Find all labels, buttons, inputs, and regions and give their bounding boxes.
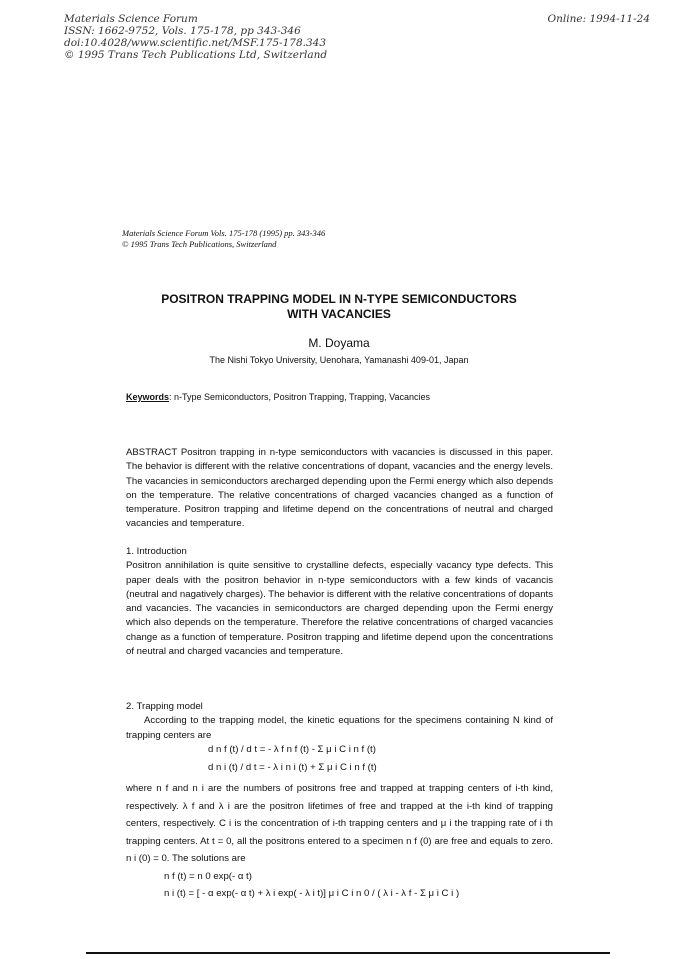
trapping-paragraph-2-block <box>126 780 553 868</box>
trapping-model-section <box>126 700 553 743</box>
title-line-2: WITH VACANCIES <box>287 307 391 321</box>
author-affiliation: The Nishi Tokyo University, Uenohara, Yamanashi 409-01, Japan <box>209 355 469 365</box>
equation-2: d n i (t) / d t = - λ i n i (t) + Σ μ i C i n f (t) <box>208 762 377 773</box>
introduction-section <box>126 545 553 659</box>
intro-text: Positron annihilation is quite sensitive to crystalline defects, especially vacancy type defects. This paper deals with the positron behavior in n-type semiconductors with a few kinds of vacancis (neutral and nagatively charges). The behavior is different with the relative concentrations of dopants and vacancies. The vacancies in semiconductors are charged depending upon the Fermi energy which also depends on the temperature. Therefore the relative concentrations of charged vacancies change as a function of temperature. Positron trapping and lifetime depend upon the concentrations of neutral and charged vacancies and temperature. <box>126 560 553 658</box>
source-line-2: © 1995 Trans Tech Publications, Switzerland <box>122 239 277 249</box>
abstract-text: ABSTRACT Positron trapping in n-type semiconductors with vacancies is discussed in this paper. The behavior is different with the relative concentrations of dopant, vacancies and the energy levels. The vacancies in semiconductors arecharged depending upon the Fermi energy which also depends on the temperature. The relative concentrations of charged vacancies changed as a function of temperature. Positron trapping and lifetime depend on the concentrations of neutral and charged vacancies and temperature. <box>126 447 553 530</box>
paper-title <box>0 292 678 322</box>
title-line-1: POSITRON TRAPPING MODEL IN N-TYPE SEMICONDUCTORS <box>161 292 517 306</box>
source-line-1: Materials Science Forum Vols. 175-178 (1995) pp. 343-346 <box>122 228 326 238</box>
equation-4: n i (t) = [ - α exp(- α t) + λ i exp( - λ i t)] μ i C i n 0 / ( λ i - λ f - Σ μ i C i ) <box>164 888 460 899</box>
abstract-section <box>126 446 553 532</box>
header-issn: ISSN: 1662-9752, Vols. 175-178, pp 343-346 <box>64 25 301 37</box>
equation-3: n f (t) = n 0 exp(- α t) <box>164 871 252 882</box>
intro-heading: 1. Introduction <box>126 546 187 557</box>
source-citation <box>122 228 325 250</box>
keywords-label: Keywords <box>126 392 170 402</box>
header-copyright: © 1995 Trans Tech Publications Ltd, Switzerland <box>64 49 328 61</box>
author-name: M. Doyama <box>308 336 370 350</box>
header-online-date: Online: 1994-11-24 <box>547 13 650 25</box>
trapping-paragraph-2: where n f and n i are the numbers of positrons free and trapped at trapping centers of i-th kind, respectively. λ f and λ i are the positron lifetimes of free and trapped at the i-th kind of trapping centers, respectively. C i is the concentration of i-th trapping centers and μ i the trapping rate of i th trapping centers. At t = 0, all the positrons entered to a specimen n f (0) are free and equals to zero. n i (0) = 0. The solutions are <box>126 783 553 864</box>
header-journal: Materials Science Forum <box>64 13 198 25</box>
page-bottom-rule <box>86 952 610 954</box>
equation-1: d n f (t) / d t = - λ f n f (t) - Σ μ i C i n f (t) <box>208 744 376 755</box>
journal-header <box>64 13 327 61</box>
trapping-heading: 2. Trapping model <box>126 701 203 712</box>
keywords <box>126 392 430 402</box>
keywords-text: : n-Type Semiconductors, Positron Trapping, Trapping, Vacancies <box>169 392 430 402</box>
header-doi[interactable]: doi:10.4028/www.scientific.net/MSF.175-178.343 <box>64 37 327 49</box>
trapping-paragraph-1: According to the trapping model, the kinetic equations for the specimens containing N kind of trapping centers are <box>126 715 553 741</box>
